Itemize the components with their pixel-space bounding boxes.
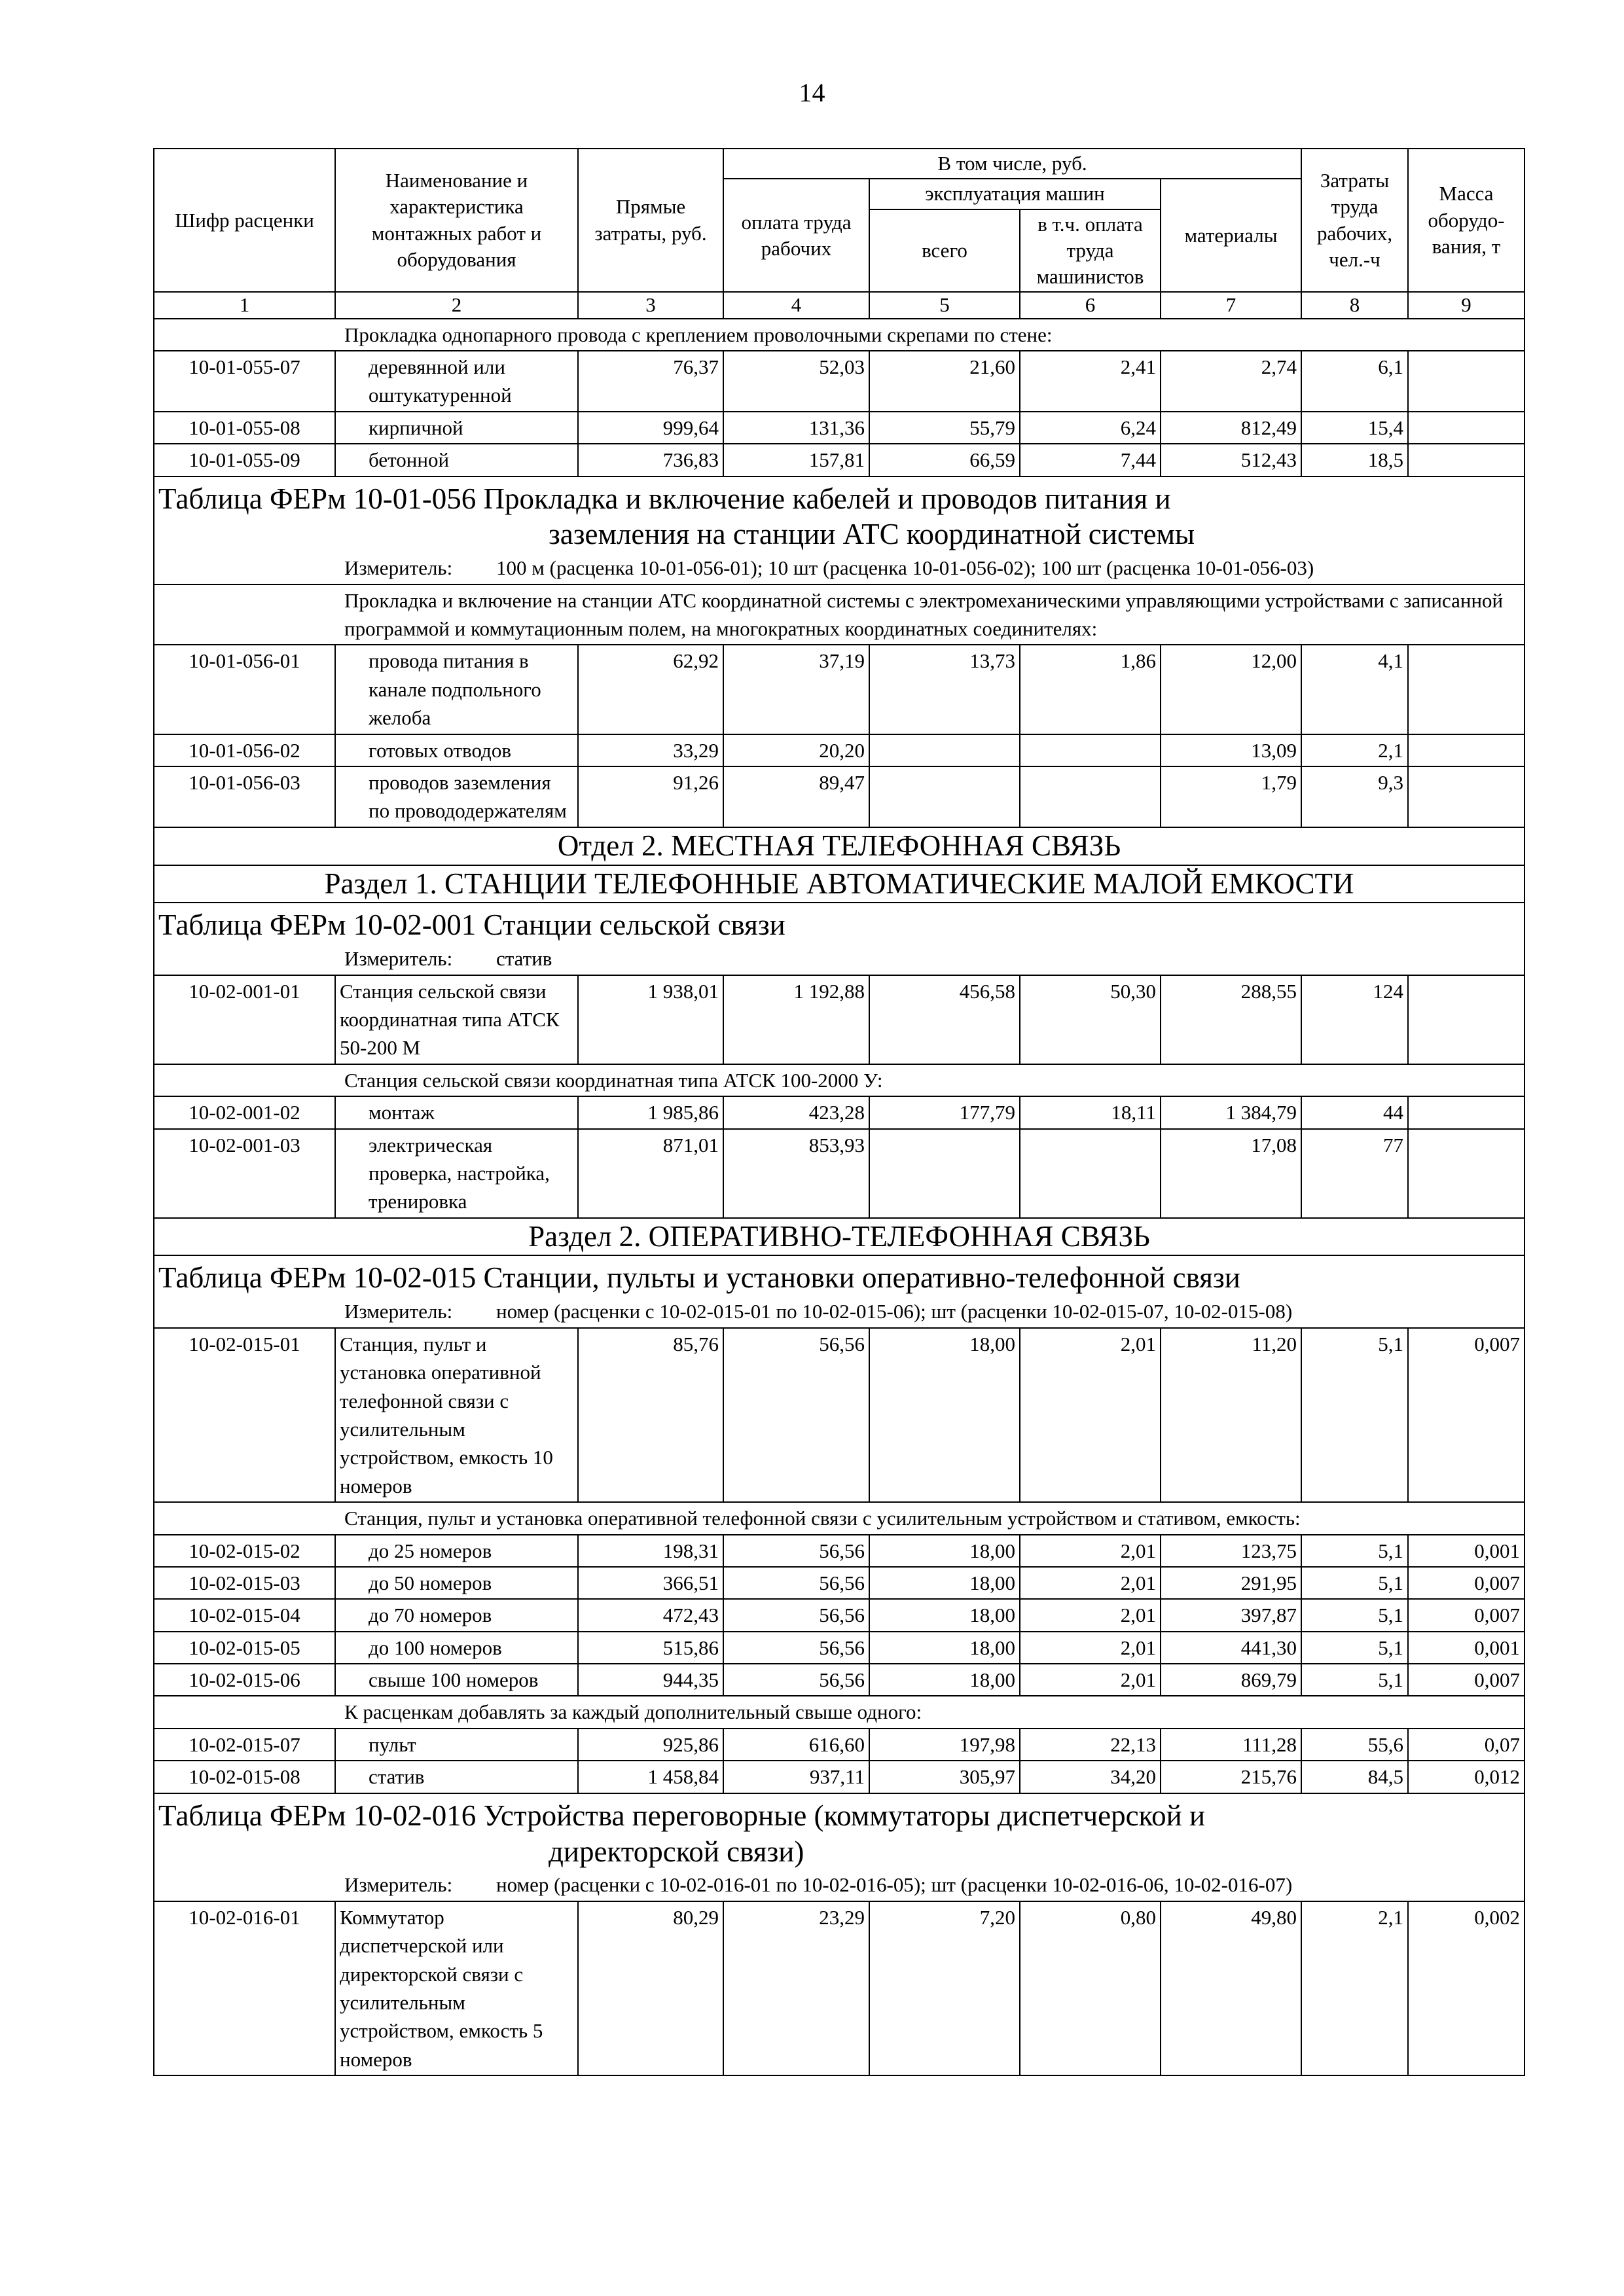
cell-name: до 25 номеров	[335, 1535, 578, 1567]
cell-code: 10-01-056-03	[154, 766, 335, 827]
cell-name: статив	[335, 1761, 578, 1793]
cell-direct-costs: 736,83	[578, 444, 723, 476]
cell-labor: 5,1	[1301, 1328, 1408, 1502]
cell-labor: 44	[1301, 1096, 1408, 1128]
table-row	[154, 734, 1525, 766]
header-machines-total: всего	[869, 209, 1020, 293]
department-heading: Отдел 2. МЕСТНАЯ ТЕЛЕФОННАЯ СВЯЗЬ	[154, 827, 1525, 865]
cell-direct-costs: 871,01	[578, 1129, 723, 1218]
cell-code: 10-02-015-05	[154, 1632, 335, 1664]
cell-materials: 291,95	[1161, 1567, 1301, 1599]
cell-mass: 0,007	[1408, 1599, 1525, 1631]
cell-materials: 869,79	[1161, 1664, 1301, 1696]
cell-wages: 423,28	[723, 1096, 869, 1128]
cell-direct-costs: 33,29	[578, 734, 723, 766]
cell-mass: 0,07	[1408, 1729, 1525, 1761]
cell-machinists-wages: 2,01	[1020, 1535, 1161, 1567]
cell-wages: 853,93	[723, 1129, 869, 1218]
cell-name: Коммутатор диспетчерской или директорской связи с усилительным устройством, емкость 5 номеров	[335, 1901, 578, 2075]
cell-mass	[1408, 1096, 1525, 1128]
cell-mass	[1408, 734, 1525, 766]
table-title: Таблица ФЕРм 10-02-015 Станции, пульты и установки оперативно-телефонной связи	[154, 1255, 1525, 1296]
cell-wages: 56,56	[723, 1664, 869, 1696]
cell-wages: 56,56	[723, 1599, 869, 1631]
cell-mass	[1408, 645, 1525, 734]
cell-machines-total: 18,00	[869, 1328, 1020, 1502]
column-number: 6	[1020, 292, 1161, 318]
cell-labor: 2,1	[1301, 734, 1408, 766]
measure-label: Измеритель:	[344, 556, 453, 580]
cell-labor: 77	[1301, 1129, 1408, 1218]
cell-name: свыше 100 номеров	[335, 1664, 578, 1696]
cell-mass	[1408, 351, 1525, 412]
cell-mass	[1408, 766, 1525, 827]
table-title-line2: директорской связи)	[549, 1835, 804, 1868]
cell-wages: 56,56	[723, 1567, 869, 1599]
table-row	[154, 1599, 1525, 1631]
header-labor: Затраты труда рабочих, чел.-ч	[1301, 149, 1408, 292]
column-number: 2	[335, 292, 578, 318]
cell-mass	[1408, 444, 1525, 476]
table-title-line1: Таблица ФЕРм 10-01-056 Прокладка и включение кабелей и проводов питания и	[158, 482, 1171, 515]
cell-materials: 812,49	[1161, 412, 1301, 444]
measure-label: Измеритель:	[344, 1300, 453, 1323]
cell-machinists-wages: 22,13	[1020, 1729, 1161, 1761]
cell-code: 10-01-055-07	[154, 351, 335, 412]
measure-value: статив	[496, 947, 552, 971]
cell-name: до 50 номеров	[335, 1567, 578, 1599]
section-heading: Раздел 1. СТАНЦИИ ТЕЛЕФОННЫЕ АВТОМАТИЧЕСКИЕ МАЛОЙ ЕМКОСТИ	[154, 865, 1525, 903]
page-number: 14	[799, 78, 825, 107]
cell-wages: 56,56	[723, 1328, 869, 1502]
cell-labor: 5,1	[1301, 1664, 1408, 1696]
section-heading: Раздел 2. ОПЕРАТИВНО-ТЕЛЕФОННАЯ СВЯЗЬ	[154, 1218, 1525, 1256]
cell-mass: 0,007	[1408, 1567, 1525, 1599]
cell-materials: 1 384,79	[1161, 1096, 1301, 1128]
cell-direct-costs: 62,92	[578, 645, 723, 734]
cell-machines-total: 21,60	[869, 351, 1020, 412]
cell-materials: 288,55	[1161, 975, 1301, 1064]
cell-materials: 397,87	[1161, 1599, 1301, 1631]
table-row	[154, 351, 1525, 412]
column-number: 3	[578, 292, 723, 318]
cell-mass: 0,007	[1408, 1328, 1525, 1502]
cell-machinists-wages: 0,80	[1020, 1901, 1161, 2075]
cell-labor: 15,4	[1301, 412, 1408, 444]
cell-materials: 12,00	[1161, 645, 1301, 734]
cell-mass	[1408, 975, 1525, 1064]
cell-name: деревянной или оштукатуренной	[335, 351, 578, 412]
measure-value: номер (расценки с 10-02-015-01 по 10-02-015-06); шт (расценки 10-02-015-07, 10-02-015-08)	[496, 1300, 1293, 1323]
column-number: 1	[154, 292, 335, 318]
cell-wages: 20,20	[723, 734, 869, 766]
table-row	[154, 975, 1525, 1064]
cell-wages: 23,29	[723, 1901, 869, 2075]
measure-line	[154, 552, 1525, 584]
cell-code: 10-02-001-03	[154, 1129, 335, 1218]
table-title	[154, 476, 1525, 553]
cell-name: пульт	[335, 1729, 578, 1761]
cell-machines-total: 66,59	[869, 444, 1020, 476]
cell-direct-costs: 91,26	[578, 766, 723, 827]
header-machines: эксплуатация машин	[869, 179, 1161, 209]
group-note: Прокладка и включение на станции АТС координатной системы с электромеханическими управляющими устройствами с записанной программой и коммутационным полем, на многократных координатных соединителях:	[154, 584, 1525, 645]
cell-materials: 111,28	[1161, 1729, 1301, 1761]
cell-direct-costs: 80,29	[578, 1901, 723, 2075]
group-note: Прокладка однопарного провода с креплением проволочными скрепами по стене:	[154, 319, 1525, 351]
cell-mass: 0,007	[1408, 1664, 1525, 1696]
cell-machinists-wages: 2,01	[1020, 1664, 1161, 1696]
cell-direct-costs: 198,31	[578, 1535, 723, 1567]
cell-machinists-wages: 2,01	[1020, 1567, 1161, 1599]
cell-materials: 1,79	[1161, 766, 1301, 827]
cell-machines-total: 55,79	[869, 412, 1020, 444]
table-row	[154, 1729, 1525, 1761]
column-number: 9	[1408, 292, 1525, 318]
cell-labor: 5,1	[1301, 1632, 1408, 1664]
cell-wages: 56,56	[723, 1535, 869, 1567]
cell-code: 10-01-056-02	[154, 734, 335, 766]
cell-labor: 6,1	[1301, 351, 1408, 412]
cell-mass: 0,001	[1408, 1632, 1525, 1664]
group-note: Станция сельской связи координатная типа АТСК 100-2000 У:	[154, 1064, 1525, 1096]
cell-name: до 100 номеров	[335, 1632, 578, 1664]
measure-value: 100 м (расценка 10-01-056-01); 10 шт (расценка 10-01-056-02); 100 шт (расценка 10-01-056-03)	[496, 556, 1314, 580]
cell-code: 10-02-015-06	[154, 1664, 335, 1696]
header-group: В том числе, руб.	[723, 149, 1301, 179]
table-title-line1: Таблица ФЕРм 10-02-016 Устройства переговорные (коммутаторы диспетчерской и	[158, 1799, 1206, 1832]
cell-name: провода питания в канале подпольного желоба	[335, 645, 578, 734]
cell-machines-total: 18,00	[869, 1535, 1020, 1567]
cell-machines-total: 13,73	[869, 645, 1020, 734]
cell-machinists-wages: 2,01	[1020, 1632, 1161, 1664]
price-table	[153, 148, 1525, 2076]
cell-machinists-wages: 2,01	[1020, 1599, 1161, 1631]
cell-machinists-wages	[1020, 766, 1161, 827]
cell-code: 10-01-055-08	[154, 412, 335, 444]
cell-mass	[1408, 412, 1525, 444]
cell-direct-costs: 515,86	[578, 1632, 723, 1664]
table-header	[154, 149, 1525, 319]
cell-direct-costs: 472,43	[578, 1599, 723, 1631]
table-row	[154, 645, 1525, 734]
column-numbers-row	[154, 292, 1525, 318]
cell-labor: 84,5	[1301, 1761, 1408, 1793]
cell-materials: 512,43	[1161, 444, 1301, 476]
cell-materials: 17,08	[1161, 1129, 1301, 1218]
cell-direct-costs: 85,76	[578, 1328, 723, 1502]
cell-direct-costs: 1 985,86	[578, 1096, 723, 1128]
cell-machinists-wages: 1,86	[1020, 645, 1161, 734]
cell-name: бетонной	[335, 444, 578, 476]
cell-machines-total: 7,20	[869, 1901, 1020, 2075]
cell-machinists-wages: 50,30	[1020, 975, 1161, 1064]
table-body	[154, 319, 1525, 2076]
measure-line	[154, 1869, 1525, 1901]
cell-mass: 0,002	[1408, 1901, 1525, 2075]
measure-value: номер (расценки с 10-02-016-01 по 10-02-016-05); шт (расценки 10-02-016-06, 10-02-016-07)	[496, 1873, 1293, 1897]
cell-direct-costs: 944,35	[578, 1664, 723, 1696]
cell-machines-total	[869, 734, 1020, 766]
cell-machinists-wages: 2,41	[1020, 351, 1161, 412]
cell-name: Станция, пульт и установка оперативной телефонной связи с усилительным устройством, емкость 10 номеров	[335, 1328, 578, 1502]
cell-machines-total	[869, 766, 1020, 827]
column-number: 4	[723, 292, 869, 318]
table-row	[154, 1567, 1525, 1599]
cell-machinists-wages	[1020, 734, 1161, 766]
header-direct-costs: Прямые затраты, руб.	[578, 149, 723, 292]
header-machinists-wages: в т.ч. оплата труда машинистов	[1020, 209, 1161, 293]
cell-wages: 157,81	[723, 444, 869, 476]
cell-materials: 2,74	[1161, 351, 1301, 412]
table-row	[154, 1761, 1525, 1793]
cell-wages: 89,47	[723, 766, 869, 827]
column-number: 8	[1301, 292, 1408, 318]
cell-mass	[1408, 1129, 1525, 1218]
cell-wages: 56,56	[723, 1632, 869, 1664]
cell-materials: 13,09	[1161, 734, 1301, 766]
cell-machines-total: 18,00	[869, 1599, 1020, 1631]
cell-name: электрическая проверка, настройка, тренировка	[335, 1129, 578, 1218]
cell-wages: 1 192,88	[723, 975, 869, 1064]
table-row	[154, 1901, 1525, 2075]
measure-label: Измеритель:	[344, 947, 453, 971]
measure-line	[154, 943, 1525, 975]
cell-name: Станция сельской связи координатная типа АТСК 50-200 М	[335, 975, 578, 1064]
cell-name: проводов заземления по провододержателям	[335, 766, 578, 827]
table-title-line2: заземления на станции АТС координатной системы	[549, 518, 1195, 551]
cell-machines-total: 18,00	[869, 1664, 1020, 1696]
table-row	[154, 1096, 1525, 1128]
cell-labor: 124	[1301, 975, 1408, 1064]
cell-direct-costs: 925,86	[578, 1729, 723, 1761]
cell-name: монтаж	[335, 1096, 578, 1128]
header-wages: оплата труда рабочих	[723, 179, 869, 292]
cell-code: 10-02-015-01	[154, 1328, 335, 1502]
table-row	[154, 766, 1525, 827]
cell-materials: 123,75	[1161, 1535, 1301, 1567]
table-title: Таблица ФЕРм 10-02-001 Станции сельской связи	[154, 903, 1525, 943]
cell-direct-costs: 1 458,84	[578, 1761, 723, 1793]
cell-code: 10-02-015-08	[154, 1761, 335, 1793]
header-materials: материалы	[1161, 179, 1301, 292]
cell-labor: 2,1	[1301, 1901, 1408, 2075]
cell-name: кирпичной	[335, 412, 578, 444]
cell-wages: 52,03	[723, 351, 869, 412]
cell-wages: 616,60	[723, 1729, 869, 1761]
cell-direct-costs: 366,51	[578, 1567, 723, 1599]
cell-direct-costs: 76,37	[578, 351, 723, 412]
measure-label: Измеритель:	[344, 1873, 453, 1897]
cell-machines-total: 197,98	[869, 1729, 1020, 1761]
cell-machines-total: 18,00	[869, 1632, 1020, 1664]
cell-name: до 70 номеров	[335, 1599, 578, 1631]
cell-code: 10-01-056-01	[154, 645, 335, 734]
column-number: 7	[1161, 292, 1301, 318]
cell-code: 10-02-015-03	[154, 1567, 335, 1599]
cell-labor: 9,3	[1301, 766, 1408, 827]
cell-machines-total	[869, 1129, 1020, 1218]
cell-code: 10-02-001-01	[154, 975, 335, 1064]
cell-labor: 18,5	[1301, 444, 1408, 476]
cell-direct-costs: 1 938,01	[578, 975, 723, 1064]
cell-name: готовых отводов	[335, 734, 578, 766]
cell-machinists-wages: 7,44	[1020, 444, 1161, 476]
cell-wages: 131,36	[723, 412, 869, 444]
cell-code: 10-02-015-04	[154, 1599, 335, 1631]
cell-direct-costs: 999,64	[578, 412, 723, 444]
cell-labor: 5,1	[1301, 1535, 1408, 1567]
cell-machinists-wages: 6,24	[1020, 412, 1161, 444]
measure-line	[154, 1296, 1525, 1327]
cell-materials: 49,80	[1161, 1901, 1301, 2075]
cell-mass: 0,001	[1408, 1535, 1525, 1567]
header-code: Шифр расценки	[154, 149, 335, 292]
header-mass: Масса оборудо-вания, т	[1408, 149, 1525, 292]
cell-machines-total: 177,79	[869, 1096, 1020, 1128]
cell-machines-total: 456,58	[869, 975, 1020, 1064]
cell-code: 10-02-015-02	[154, 1535, 335, 1567]
table-row	[154, 1535, 1525, 1567]
group-note: К расценкам добавлять за каждый дополнительный свыше одного:	[154, 1696, 1525, 1728]
cell-mass: 0,012	[1408, 1761, 1525, 1793]
cell-labor: 4,1	[1301, 645, 1408, 734]
cell-code: 10-02-015-07	[154, 1729, 335, 1761]
cell-machinists-wages: 2,01	[1020, 1328, 1161, 1502]
cell-machinists-wages: 34,20	[1020, 1761, 1161, 1793]
table-row	[154, 412, 1525, 444]
cell-code: 10-01-055-09	[154, 444, 335, 476]
cell-code: 10-02-016-01	[154, 1901, 335, 2075]
cell-machines-total: 18,00	[869, 1567, 1020, 1599]
cell-materials: 441,30	[1161, 1632, 1301, 1664]
cell-labor: 55,6	[1301, 1729, 1408, 1761]
table-title	[154, 1793, 1525, 1870]
table-row	[154, 1328, 1525, 1502]
table-row	[154, 1129, 1525, 1218]
cell-wages: 37,19	[723, 645, 869, 734]
column-number: 5	[869, 292, 1020, 318]
cell-labor: 5,1	[1301, 1599, 1408, 1631]
cell-labor: 5,1	[1301, 1567, 1408, 1599]
cell-machinists-wages	[1020, 1129, 1161, 1218]
header-name: Наименование и характеристика монтажных работ и оборудования	[335, 149, 578, 292]
cell-materials: 11,20	[1161, 1328, 1301, 1502]
table-row	[154, 1632, 1525, 1664]
table-row	[154, 444, 1525, 476]
cell-wages: 937,11	[723, 1761, 869, 1793]
group-note: Станция, пульт и установка оперативной телефонной связи с усилительным устройством и стативом, емкость:	[154, 1502, 1525, 1534]
table-row	[154, 1664, 1525, 1696]
cell-code: 10-02-001-02	[154, 1096, 335, 1128]
cell-materials: 215,76	[1161, 1761, 1301, 1793]
cell-machinists-wages: 18,11	[1020, 1096, 1161, 1128]
cell-machines-total: 305,97	[869, 1761, 1020, 1793]
